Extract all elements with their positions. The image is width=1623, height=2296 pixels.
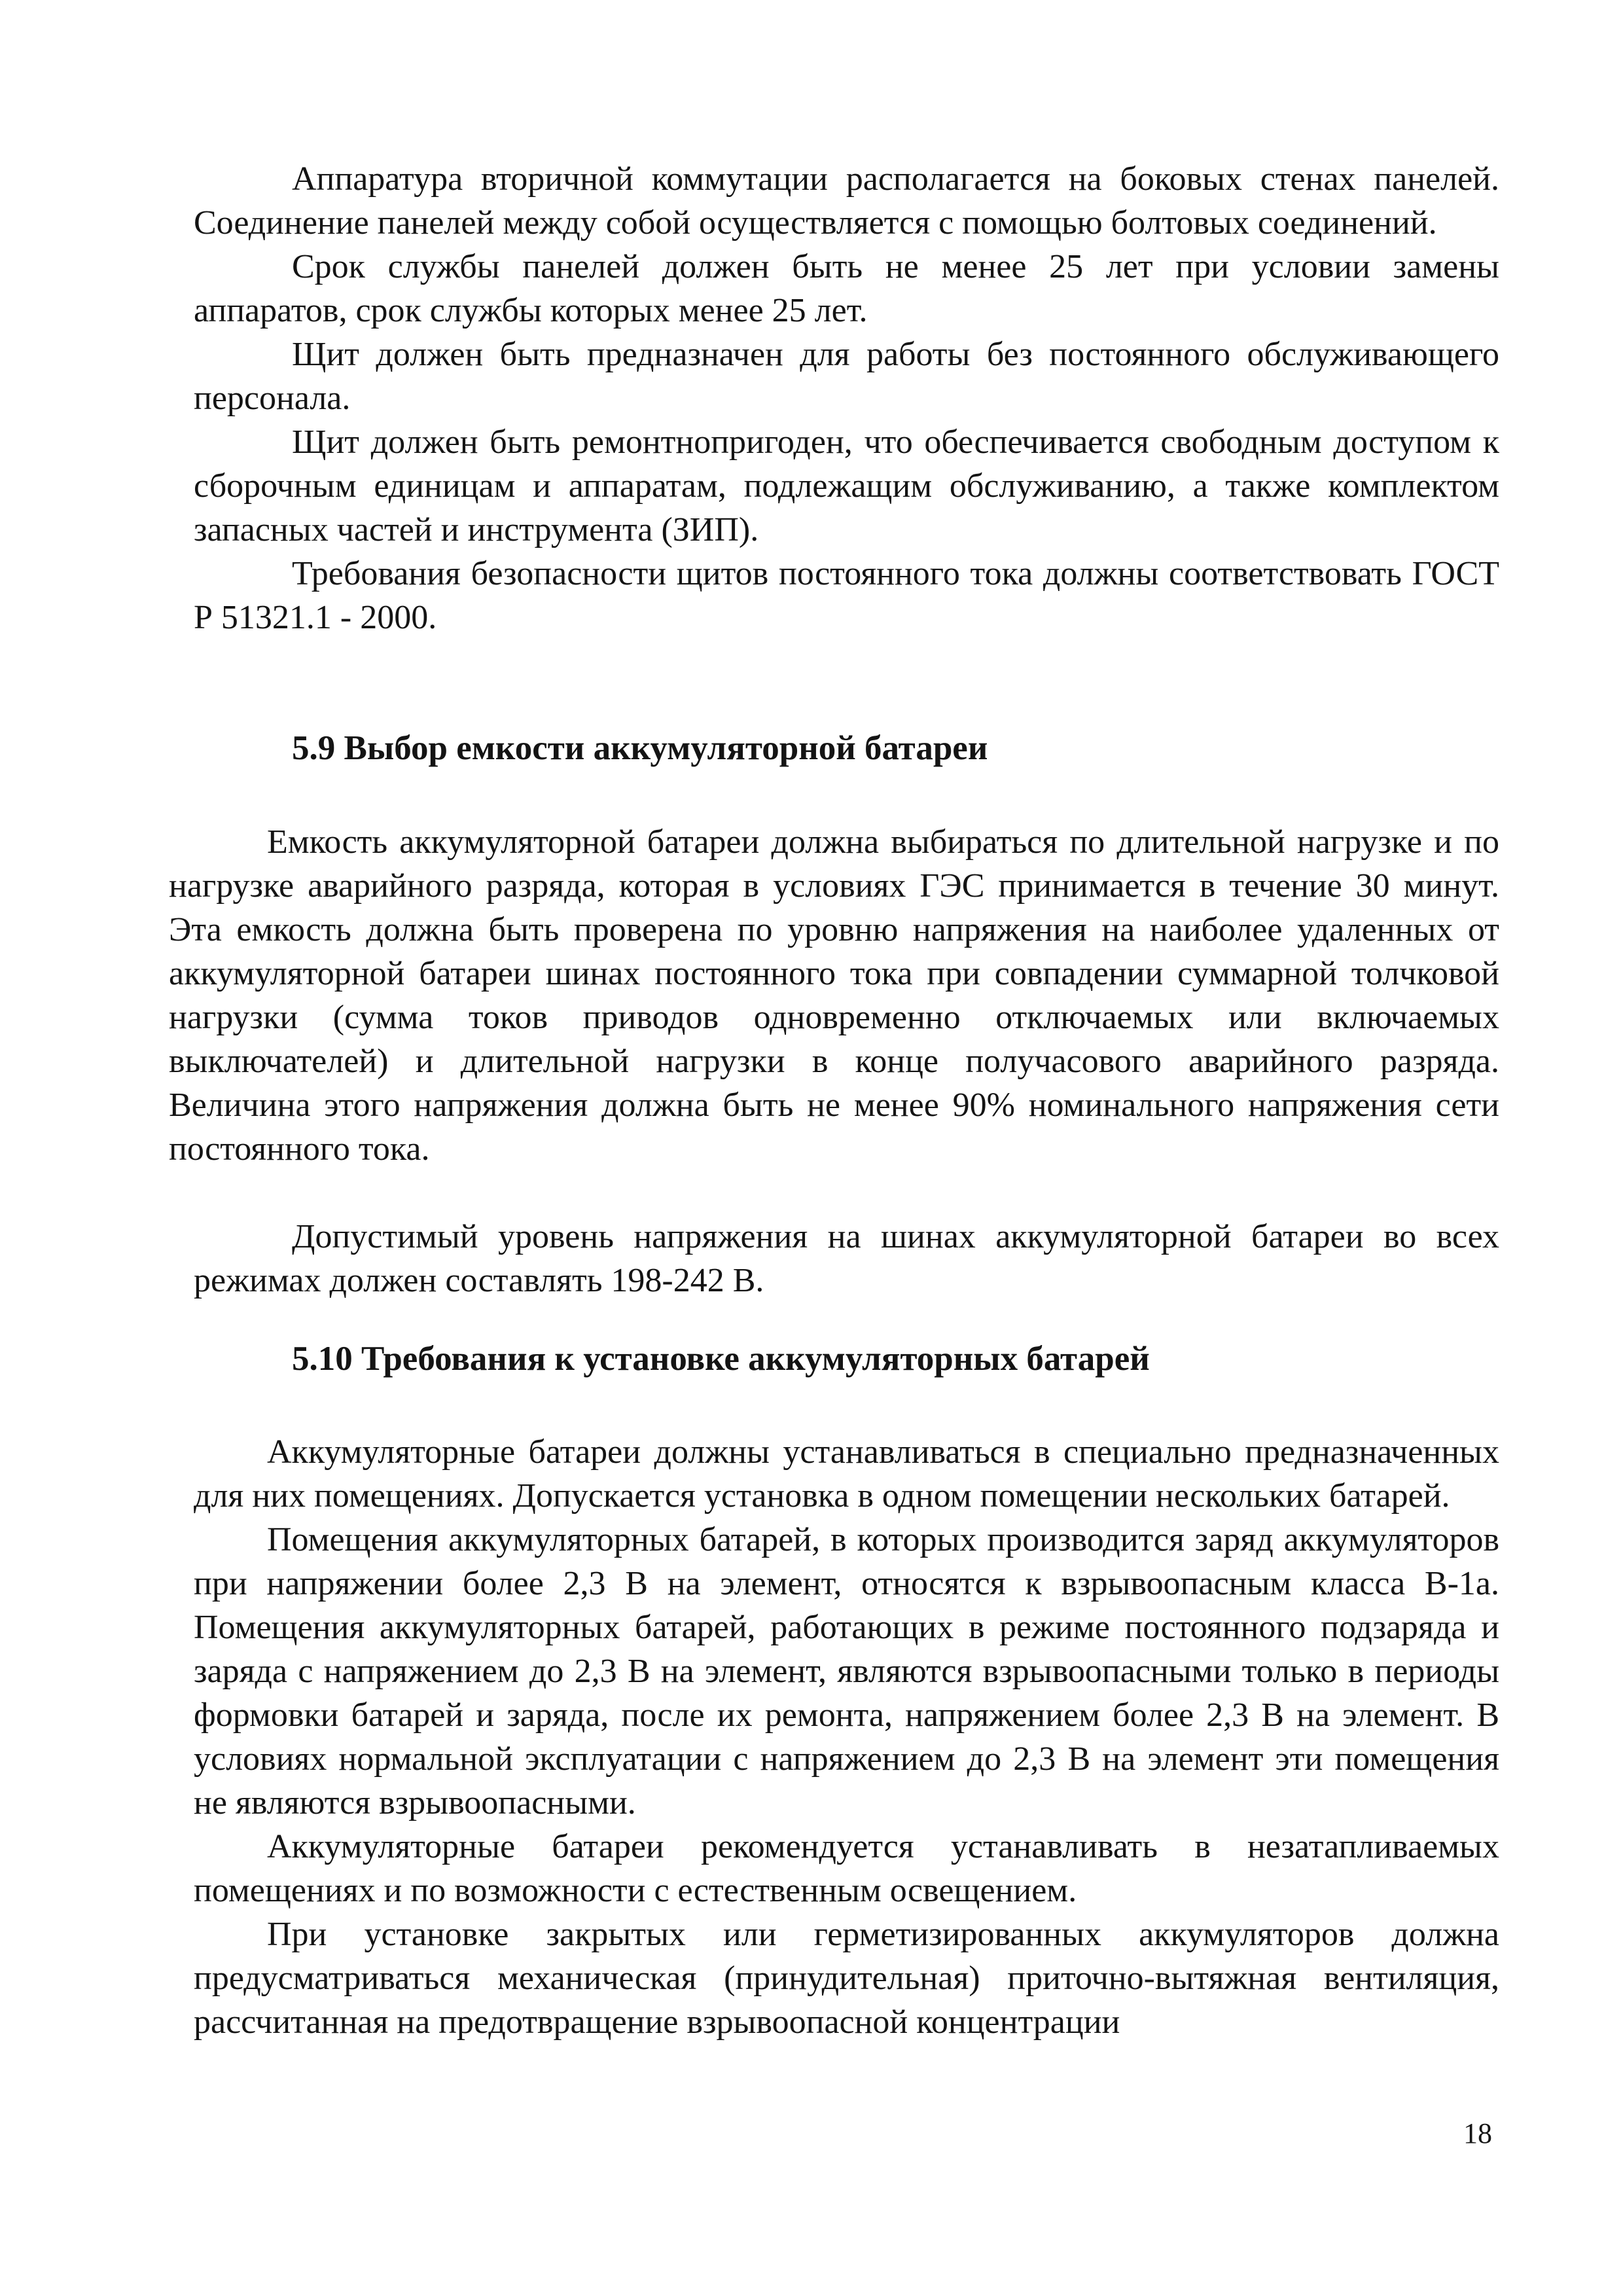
- paragraph: Допустимый уровень напряжения на шинах аккумуляторной батареи во всех режимах должен составлять 198-242 В.: [194, 1218, 1499, 1299]
- section-heading-5-9: 5.9 Выбор емкости аккумуляторной батареи: [292, 729, 988, 767]
- page-number: 18: [1463, 2117, 1492, 2149]
- top-section-text: [194, 157, 1499, 639]
- section-5-9-text: [169, 820, 1499, 1171]
- paragraph: Аппаратура вторичной коммутации располагается на боковых стенах панелей. Соединение панелей между собой осуществляется с помощью болтовых соединений.: [194, 160, 1499, 242]
- paragraph: Помещения аккумуляторных батарей, в которых производится заряд аккумуляторов при напряжении более 2,3 В на элемент, относятся к взрывоопасным класса В-1а. Помещения аккумуляторных батарей, работающих в режиме постоянного подзаряда и заряда с напряжением до 2,3 В на элемент, являются взрывоопасными только в периоды формовки батарей и заряда, после их ремонта, напряжением более 2,3 В на элемент. В условиях нормальной эксплуатации с напряжением до 2,3 В на элемент эти помещения не являются взрывоопасными.: [194, 1521, 1499, 1821]
- paragraph: Срок службы панелей должен быть не менее 25 лет при условии замены аппаратов, срок службы которых менее 25 лет.: [194, 248, 1499, 329]
- paragraph: Щит должен быть ремонтнопригоден, что обеспечивается свободным доступом к сборочным единицам и аппаратам, подлежащим обслуживанию, а также комплектом запасных частей и инструмента (ЗИП).: [194, 423, 1499, 548]
- paragraph: Требования безопасности щитов постоянного тока должны соответствовать ГОСТ Р 51321.1 - 2000.: [194, 555, 1499, 636]
- paragraph: Щит должен быть предназначен для работы без постоянного обслуживающего персонала.: [194, 336, 1499, 417]
- section-5-10-text: [194, 1430, 1499, 2044]
- paragraph: При установке закрытых или герметизированных аккумуляторов должна предусматриваться механическая (принудительная) приточно-вытяжная вентиляция, рассчитанная на предотвращение взрывоопасной концентрации: [194, 1916, 1499, 2041]
- paragraph: Аккумуляторные батареи рекомендуется устанавливать в незатапливаемых помещениях и по возможности с естественным освещением.: [194, 1828, 1499, 1909]
- section-heading-5-10: 5.10 Требования к установке аккумуляторных батарей: [292, 1340, 1150, 1378]
- section-5-9-text-2: [194, 1215, 1499, 1302]
- paragraph: Емкость аккумуляторной батареи должна выбираться по длительной нагрузке и по нагрузке аварийного разряда, которая в условиях ГЭС принимается в течение 30 минут. Эта емкость должна быть проверена по уровню напряжения на наиболее удаленных от аккумуляторной батареи шинах постоянного тока при совпадении суммарной толчковой нагрузки (сумма токов приводов одновременно отключаемых или включаемых выключателей) и длительной нагрузки в конце получасового аварийного разряда. Величина этого напряжения должна быть не менее 90% номинального напряжения сети постоянного тока.: [169, 823, 1499, 1168]
- paragraph: Аккумуляторные батареи должны устанавливаться в специально предназначенных для них помещениях. Допускается установка в одном помещении нескольких батарей.: [194, 1433, 1499, 1515]
